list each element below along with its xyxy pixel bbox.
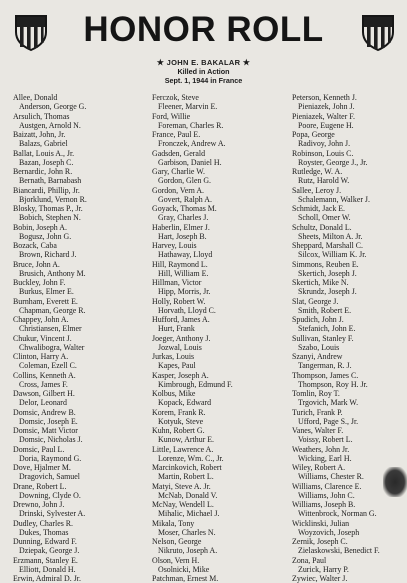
name-entry: Buckley, John F. <box>13 278 66 287</box>
name-entry: Chapman, George R. <box>19 305 86 315</box>
name-entry: Tangerman, R. J. <box>298 361 352 371</box>
name-entry: Schalemann, Walker J. <box>298 194 370 204</box>
name-entry: Spudich, John J. <box>292 315 344 324</box>
name-entry: Rutledge, W. A. <box>292 167 343 176</box>
name-entry: Domsic, Paul L. <box>13 444 65 454</box>
name-entry: Collins, Kenneth A. <box>13 370 76 380</box>
name-entry: Ferczok, Steve <box>152 93 199 102</box>
name-entry: Harvey, Louis <box>152 241 197 250</box>
name-entry: Wicklinski, Julian <box>292 518 350 528</box>
name-entry: Dunning, Edward F. <box>13 537 77 546</box>
page-title: HONOR ROLL <box>83 10 324 49</box>
name-entry: Vanes, Walter F. <box>292 426 344 435</box>
name-entry: Domsic, Joseph E. <box>19 416 78 426</box>
name-entry: Szanyi, Andrew <box>292 352 343 361</box>
name-entry: Drewno, John J. <box>13 500 65 509</box>
name-entry: Olson, Vern H. <box>152 555 200 565</box>
name-entry: Pieniazek, John J. <box>298 102 355 112</box>
name-entry: Little, Lawrence A. <box>152 444 214 454</box>
name-entry: Schultz, Donald L. <box>292 222 352 232</box>
name-entry: Dawson, Gilbert H. <box>13 389 75 398</box>
dedication-name-line <box>120 58 287 67</box>
name-entry: Szabo, Louis <box>298 342 340 352</box>
name-entry: Dove, Hjalmer M. <box>13 463 71 472</box>
name-entry: Peterson, Kenneth J. <box>292 93 357 102</box>
name-entry: Williams, John C. <box>298 490 355 500</box>
name-entry: Schmidt, Jack E. <box>292 204 346 213</box>
name-entry: Domsic, Matt Victor <box>13 426 78 435</box>
name-entry: Bazan, Joseph C. <box>19 157 74 167</box>
name-entry: Kotyuk, Steve <box>158 416 204 426</box>
name-entry: Trgovich, Mark W. <box>298 398 359 408</box>
name-entry: Korem, Frank R. <box>152 407 206 417</box>
name-entry: Radivoy, John J. <box>298 139 351 149</box>
name-entry: Clinton, Harry A. <box>13 352 69 361</box>
name-entry: Williams, Chester R. <box>298 472 364 482</box>
name-entry: Bernardic, John R. <box>13 167 73 176</box>
name-entry: Rutz, Harold W. <box>298 176 350 186</box>
name-entry: Bruce, John A. <box>13 259 60 269</box>
name-entry: Marcinkovich, Robert <box>152 463 222 472</box>
name-entry: Kopack, Edward <box>158 398 212 408</box>
name-entry: Austgen, Arnold N. <box>19 120 81 130</box>
name-entry: Mihalic, Michael J. <box>158 509 220 519</box>
name-entry: Hart, Joseph B. <box>158 231 207 241</box>
name-entry: Hathaway, Lloyd <box>158 250 213 260</box>
name-entry: Hillman, Victor <box>152 278 202 287</box>
name-entry: Bjorklund, Vernon R. <box>19 194 87 204</box>
name-entry: Arsulich, Thomas <box>13 111 70 121</box>
name-entry: Drinski, Sylvester A. <box>19 509 86 519</box>
name-entry: Bozack, Caba <box>13 241 57 250</box>
star-icon: ★ <box>242 58 251 67</box>
name-entry: Foreman, Charles R. <box>158 120 224 130</box>
name-entry: Erwin, Admiral D. Jr. <box>13 574 81 583</box>
name-entry: Kunow, Arthur E. <box>158 435 215 445</box>
name-entry: Bobin, Joseph A. <box>13 222 67 232</box>
name-entry: Royster, George J., Jr. <box>298 157 368 167</box>
name-entry: Lorenze, Wm. C., Jr. <box>158 453 224 463</box>
ink-smudge <box>383 467 407 497</box>
name-entry: Dukes, Thomas <box>19 527 69 537</box>
name-entry: Zywiec, Walter J. <box>292 574 348 583</box>
name-entry: Delor, Leonard <box>19 398 67 408</box>
name-entry: Govert, Ralph A. <box>158 194 212 204</box>
name-entry: Wittenbrock, Norman G. <box>298 509 377 519</box>
name-entry: Zona, Paul <box>292 555 327 565</box>
name-entry: Holly, Robert W. <box>152 296 206 306</box>
name-entry: Downing, Clyde O. <box>19 490 81 500</box>
name-entry: Weathers, John Jr. <box>292 444 350 454</box>
name-entry: Biancardi, Phillip, Jr. <box>13 185 80 195</box>
name-entry: Joeger, Anthony J. <box>152 333 211 343</box>
name-entry: Jurkas, Louis <box>152 352 195 361</box>
name-entry: Pieniazek, Walter F. <box>292 111 356 121</box>
name-entry: Goyack, Thomas M. <box>152 204 217 213</box>
name-entry: Hufford, James A. <box>152 315 210 324</box>
name-entry: Blosky, Thomas P., Jr. <box>13 204 83 213</box>
name-entry: Cross, James F. <box>19 379 68 389</box>
name-entry: Woyzovich, Joseph <box>298 527 360 537</box>
name-entry: Hill, William E. <box>158 268 209 278</box>
name-entry: France, Paul E. <box>152 130 201 139</box>
name-entry: Bernath, Barnabash <box>19 176 82 186</box>
name-entry: Matyi, Steve A. Jr. <box>152 481 211 491</box>
name-entry: Turich, Frank P. <box>292 407 343 417</box>
name-entry: Gray, Charles J. <box>158 213 209 223</box>
name-entry: Bobich, Stephen N. <box>19 213 81 223</box>
name-entry: Ufford, Page S., Jr. <box>298 416 359 426</box>
name-entry: Hurt, Frank <box>158 324 195 334</box>
name-entry: Zurick, Harry P. <box>298 564 349 574</box>
name-entry: Horvath, Lloyd C. <box>158 305 216 315</box>
name-entry: Thompson, Roy H. Jr. <box>298 379 368 389</box>
name-entry: Chappey, John A. <box>13 315 69 324</box>
dedication <box>120 58 287 85</box>
name-entry: Baizatt, John, Jr. <box>13 130 66 139</box>
name-entry: Sullivan, Stanley F. <box>292 333 354 343</box>
name-entry: Mikala, Tony <box>152 518 195 528</box>
name-entry: Skertich, Joseph J. <box>298 268 357 278</box>
name-entry: Poore, Eugene H. <box>298 120 354 130</box>
name-entry: Zielaskowski, Benedict F. <box>298 546 380 556</box>
name-entry: Brusich, Anthony M. <box>19 268 86 278</box>
name-entry: Hipp, Morris, Jr. <box>158 287 211 297</box>
name-entry: Scholl, Omer W. <box>298 213 351 223</box>
shield-icon <box>361 14 395 52</box>
name-entry: Nelson, George <box>152 537 202 546</box>
name-entry: Balazs, Gabriel <box>19 139 68 149</box>
name-entry: Kapes, Paul <box>158 361 196 371</box>
name-entry: Erzmann, Stanley E. <box>13 555 78 565</box>
dedication-date: Sept. 1, 1944 in France <box>164 76 243 85</box>
name-entry: McNab, Donald V. <box>158 490 218 500</box>
star-icon: ★ <box>156 58 165 67</box>
name-entry: Dudley, Charles R. <box>13 518 73 528</box>
name-entry: Drane, Robert L. <box>13 481 67 491</box>
name-entry: Thompson, James C. <box>292 370 359 380</box>
name-entry: Zernik, Joseph C. <box>292 537 348 546</box>
name-entry: Skertich, Mike N. <box>292 278 349 287</box>
name-entry: Kuhn, Robert G. <box>152 426 205 435</box>
dedication-name: JOHN E. BAKALAR <box>166 58 241 67</box>
shield-icon <box>14 14 48 52</box>
name-entry: Martin, Robert L. <box>158 472 214 482</box>
name-entry: Chwalibogra, Walter <box>19 342 85 352</box>
name-entry: Anderson, George G. <box>19 102 87 112</box>
name-entry: Dragovich, Samuel <box>19 472 80 482</box>
name-entry: Smith, Robert E. <box>298 305 352 315</box>
name-entry: Kasper, Joseph A. <box>152 370 209 380</box>
name-entry: Gordon, Glen G. <box>158 176 212 186</box>
name-entry: Dziepak, George J. <box>19 546 80 556</box>
name-entry: Moser, Charles N. <box>158 527 216 537</box>
name-entry: Coleman, Ezell C. <box>19 361 77 371</box>
name-entry: Garbison, Daniel H. <box>158 157 222 167</box>
name-entry: Patchman, Ernest M. <box>152 574 219 583</box>
name-entry: Wicking, Earl H. <box>298 453 352 463</box>
name-entry: Williams, Joseph B. <box>292 500 356 509</box>
name-entry: Domsic, Nicholas J. <box>19 435 83 445</box>
name-entry: Voissy, Robert L. <box>298 435 353 445</box>
name-entry: Osolnicki, Mike <box>158 564 210 574</box>
name-entry: Fleener, Marvin E. <box>158 102 218 112</box>
name-entry: Silcox, William K. Jr. <box>298 250 367 260</box>
name-entry: Williams, Clarence E. <box>292 481 362 491</box>
name-entry: Fronczek, Andrew A. <box>158 139 226 149</box>
name-entry: Burkus, Elmer E. <box>19 287 74 297</box>
name-entry: Sheets, Milton A. Jr. <box>298 231 363 241</box>
name-entry: Sallee, Leroy J. <box>292 185 342 195</box>
name-entry: Kimbrough, Edmund F. <box>158 379 233 389</box>
name-entry: Kolbus, Mike <box>152 389 196 398</box>
name-entry: Popa, George <box>292 130 335 139</box>
name-entry: Burnham, Everett E. <box>13 296 78 306</box>
name-entry: Sheppard, Marshall C. <box>292 241 364 250</box>
name-entry: Gary, Charlie W. <box>152 167 205 176</box>
dedication-status: Killed in Action <box>177 67 230 76</box>
name-entry: Wiley, Robert A. <box>292 463 346 472</box>
name-entry: Domsic, Andrew B. <box>13 407 76 417</box>
name-entry: Slat, George J. <box>292 296 339 306</box>
name-entry: Haberlin, Elmer J. <box>152 222 210 232</box>
name-entry: Christiansen, Elmer <box>19 324 82 334</box>
name-entry: Gordon, Vern A. <box>152 185 205 195</box>
name-entry: Bogusz, John G. <box>19 231 72 241</box>
name-entry: Nikruto, Joseph A. <box>158 546 218 556</box>
name-column-3 <box>292 93 407 583</box>
name-entry: McNay, Wendell L. <box>152 500 214 509</box>
name-entry: Ballat, Louis A., Jr. <box>13 148 75 158</box>
name-entry: Jozwal, Louis <box>158 342 202 352</box>
name-entry: Brown, Richard J. <box>19 250 77 260</box>
name-column-1 <box>13 93 139 583</box>
name-entry: Allee, Donald <box>13 93 58 102</box>
name-entry: Ford, Willie <box>152 111 191 121</box>
name-entry: Stefanich, John E. <box>298 324 356 334</box>
name-entry: Robinson, Louis C. <box>292 148 354 158</box>
name-entry: Skrundz, Joseph J. <box>298 287 357 297</box>
name-entry: Elliott, Donald H. <box>19 564 76 574</box>
name-entry: Doria, Raymond G. <box>19 453 82 463</box>
header <box>0 4 407 60</box>
name-entry: Gadsden, Gerald <box>152 148 206 158</box>
name-entry: Simmons, Reuben E. <box>292 259 359 269</box>
name-column-2 <box>152 93 278 583</box>
name-entry: Chukur, Vincent J. <box>13 333 72 343</box>
name-entry: Tomlin, Roy T. <box>292 389 340 398</box>
name-entry: Hill, Raymond L. <box>152 259 208 269</box>
